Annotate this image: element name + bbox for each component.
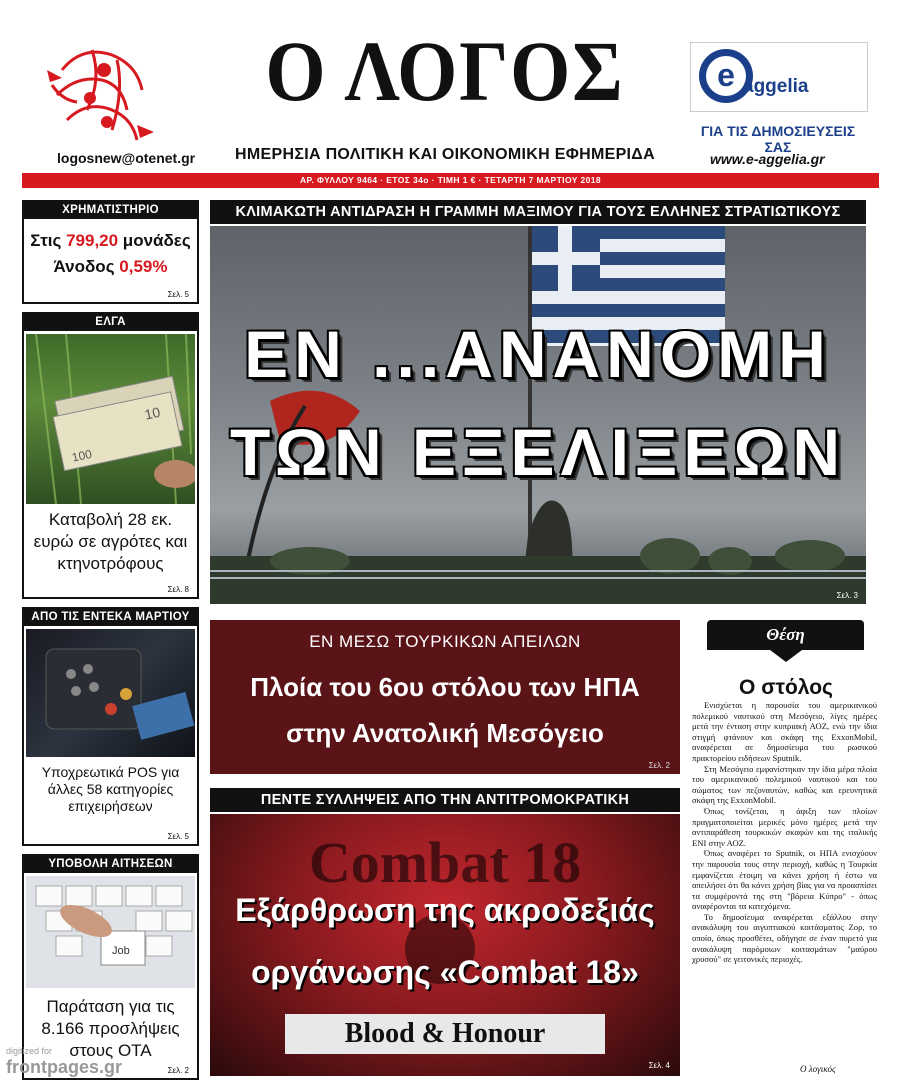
stock-index-line	[24, 231, 197, 251]
pos-text: Υποχρεωτικά POS για άλλες 58 κατηγορίες επιχειρήσεων	[41, 764, 180, 814]
fleet-page-ref: Σελ. 2	[648, 761, 670, 770]
contact-email: logosnew@otenet.gr	[57, 150, 196, 166]
svg-text:10: 10	[143, 403, 162, 423]
newspaper-logo-figures	[42, 40, 162, 150]
column-paragraph: Ενισχύεται η παρουσία του αμερικανικού πολεμικού ναυτικού στη Μεσόγειο, λίγες ημέρες μετά την ένταση στην κυπριακή ΑΟΖ, ενώ την ίδια στιγμή φτάνουν και σκάφη της ExxonMobil, αναφέρεται σε δημοσίευμα του ρωσικού πρακτορείου ειδήσεων Sputnik.	[692, 700, 877, 763]
pos-box[interactable]	[22, 607, 199, 846]
fleet-story[interactable]	[210, 620, 680, 774]
blood-honour-banner: Blood & Honour	[285, 1014, 605, 1054]
stock-box[interactable]	[22, 200, 199, 304]
digitized-label: digitized for	[6, 1046, 53, 1056]
job-key-label: Job	[112, 945, 130, 957]
combat18-page-ref: Σελ. 4	[648, 1061, 670, 1070]
newspaper-title: Ο ΛΟΓΟΣ	[265, 23, 625, 119]
issue-info: ΑΡ. ΦΥΛΛΟΥ 9464 · ΕΤΟΣ 34ο · ΤΙΜΗ 1 € · ΤΕΤΑΡΤΗ 7 ΜΑΡΤΙΟΥ 2018	[299, 175, 602, 185]
thesi-tab-pointer	[770, 650, 802, 662]
banknotes-photo	[26, 334, 195, 504]
fleet-headline-line2: στην Ανατολική Μεσόγειο	[286, 718, 604, 748]
elga-page-ref: Σελ. 8	[167, 585, 189, 594]
stock-header: ΧΡΗΜΑΤΙΣΤΗΡΙΟ	[24, 202, 197, 219]
frontpages-watermark[interactable]: frontpages.gr	[6, 1057, 123, 1077]
stock-index-prefix: Στις	[30, 231, 67, 250]
stock-change-line	[24, 257, 197, 277]
newspaper-subtitle: ΗΜΕΡΗΣΙΑ ΠΟΛΙΤΙΚΗ ΚΑΙ ΟΙΚΟΝΟΜΙΚΗ ΕΦΗΜΕΡΙΔΑ	[235, 146, 655, 163]
elga-box[interactable]	[22, 312, 199, 599]
stock-change-label: Άνοδος	[53, 257, 120, 276]
pos-header: ΑΠΟ ΤΙΣ ΕΝΤΕΚΑ ΜΑΡΤΙΟΥ	[24, 609, 197, 626]
column-paragraph: Όπως τονίζεται, η άφιξη των πλοίων πραγματοποιείται μερικές μόνο ημέρες μετά την αντιπαράθεση τουρκικών σκαφών και της ιταλικής ENI στην ΑΟΖ.	[692, 805, 877, 848]
fleet-kicker: ΕΝ ΜΕΣΩ ΤΟΥΡΚΙΚΩΝ ΑΠΕΙΛΩΝ	[309, 632, 581, 651]
combat18-strap: ΠΕΝΤΕ ΣΥΛΛΗΨΕΙΣ ΑΠΟ ΤΗΝ ΑΝΤΙΤΡΟΜΟΚΡΑΤΙΚΗ	[210, 788, 680, 812]
lead-headline-line2: ΤΩΝ ΕΞΕΛΙΞΕΩΝ	[230, 415, 846, 489]
ota-page-ref: Σελ. 2	[167, 1066, 189, 1075]
eaggelia-url[interactable]: www.e-aggelia.gr	[710, 151, 825, 167]
svg-text:100: 100	[70, 446, 94, 465]
lead-page-ref: Σελ. 3	[836, 591, 858, 600]
column-paragraph: Το δημοσίευμα αναφέρεται εξάλλου στην ανακάλυψη του αιγυπτιακού κοιτάσματος Ζορ, το οποίο, όπως προσθέτει, οδήγησε σε έναν πυρετό για ανακάλυψη παρόμοιων κοιτασμάτων "μαύρου χρυσού" σε γειτονικές περιοχές.	[692, 911, 877, 965]
pos-terminal-photo	[26, 629, 195, 757]
stock-index-value: 799,20	[66, 231, 119, 250]
keyboard-photo	[26, 876, 195, 988]
combat18-headline-line1: Εξάρθρωση της ακροδεξιάς	[235, 892, 655, 928]
stock-change-value: 0,59%	[119, 257, 168, 276]
combat18-banner: Combat 18	[308, 830, 582, 895]
stock-page-ref: Σελ. 5	[167, 290, 189, 299]
thesi-tab: Θέση	[707, 620, 864, 650]
ota-text: Παράταση για τις 8.166 προσλήψεις στους ΟΤΑ	[41, 997, 180, 1060]
fleet-headline-line1: Πλοία του 6ου στόλου των ΗΠΑ	[250, 672, 640, 702]
ota-header: ΥΠΟΒΟΛΗ ΑΙΤΗΣΕΩΝ	[24, 856, 197, 873]
eaggelia-tagline: ΓΙΑ ΤΙΣ ΔΗΜΟΣΙΕΥΣΕΙΣ ΣΑΣ	[700, 123, 856, 155]
lead-headline-line1: ΕΝ ...ΑΝΑΝΟΜΗ	[244, 317, 832, 391]
column-signature: Ο λογικός	[800, 1064, 836, 1074]
lead-strap: ΚΛΙΜΑΚΩΤΗ ΑΝΤΙΔΡΑΣΗ Η ΓΡΑΜΜΗ ΜΑΞΙΜΟΥ ΓΙΑ ΤΟΥΣ ΕΛΛΗΝΕΣ ΣΤΡΑΤΙΩΤΙΚΟΥΣ	[210, 200, 866, 224]
elga-text: Καταβολή 28 εκ. ευρώ σε αγρότες και κτηνοτρόφους	[33, 510, 188, 573]
combat18-headline-line2: οργάνωσης «Combat 18»	[251, 954, 639, 990]
column-paragraph: Όπως αναφέρει το Sputnik, οι ΗΠΑ ενισχύουν την παρουσία τους στην περιοχή, καθώς η Τουρκία εμφανίζεται έτοιμη να κάνει χρήση ή έστω να απειλήσει ότι θα κάνει χρήση βίας για να προασπίσει τα συμφέροντά της στη "βόρεια Κύπρο" - όπως αναφέρονται τα κατεχόμενα.	[692, 848, 877, 912]
eaggelia-logo-letter: e	[706, 56, 746, 96]
combat18-story[interactable]	[210, 814, 680, 1076]
elga-header: ΕΛΓΑ	[24, 314, 197, 331]
lead-photo[interactable]	[210, 226, 866, 604]
stock-index-unit: μονάδες	[118, 231, 191, 250]
eaggelia-logo-word: aggelia	[743, 76, 809, 97]
column-title: Ο στόλος	[739, 676, 833, 699]
column-paragraph: Στη Μεσόγειο εμφανίστηκαν την ίδια μέρα πλοία του αμερικανικού πολεμικού ναυτικού και του σώματος των πεζοναυτών, καθώς και ερευνητικά σκάφη της ExxonMobil.	[692, 763, 877, 806]
pos-page-ref: Σελ. 5	[167, 832, 189, 841]
column-body	[692, 700, 877, 965]
